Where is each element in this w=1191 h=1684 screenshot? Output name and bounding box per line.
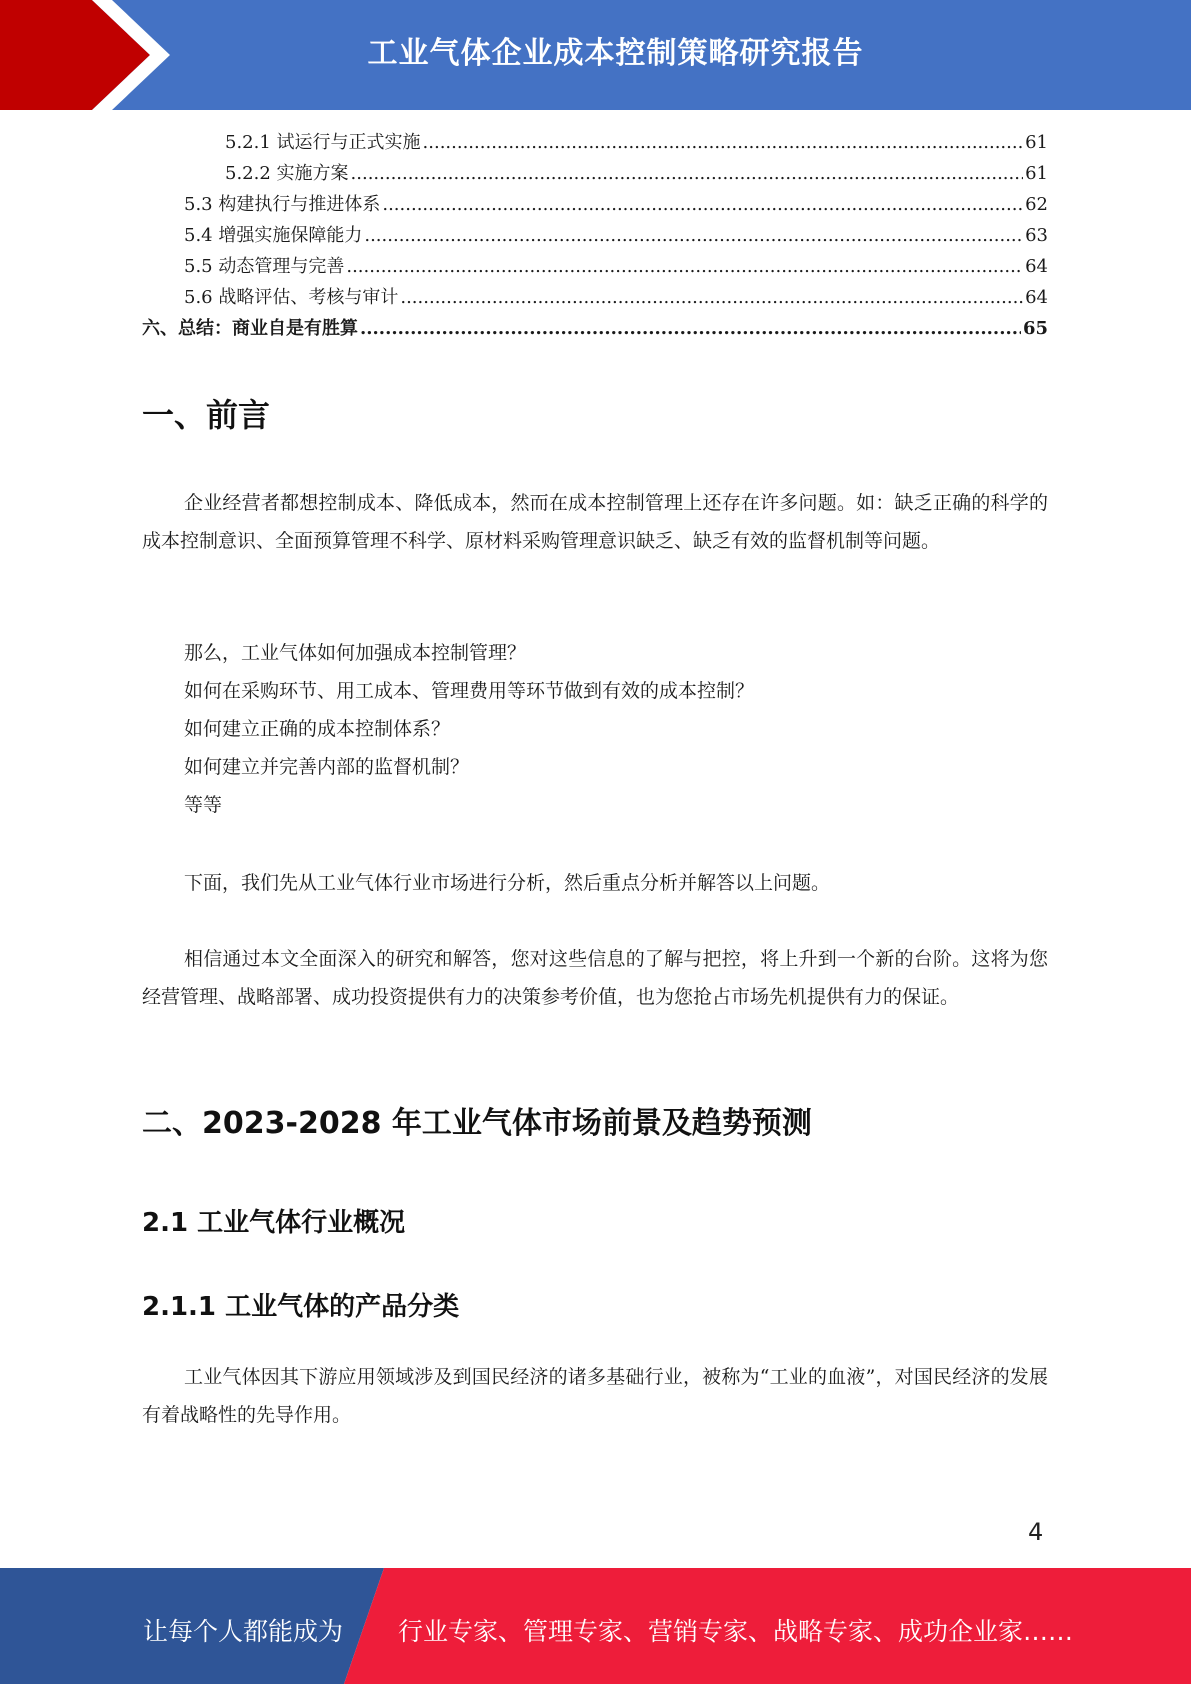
footer-slogan-right: 行业专家、管理专家、营销专家、战略专家、成功企业家…… [398, 1617, 1074, 1646]
toc-entry[interactable] [142, 159, 1048, 190]
toc-entry-label: 5.3 构建执行与推进体系 [184, 194, 381, 215]
toc-entry-page: 61 [1025, 163, 1048, 184]
toc-entry-page: 64 [1025, 256, 1048, 277]
question-line: 如何在采购环节、用工成本、管理费用等环节做到有效的成本控制？ [184, 680, 755, 702]
toc-leader-dots [423, 132, 1024, 153]
section-2-1-1-heading: 2.1.1 工业气体的产品分类 [142, 1292, 460, 1322]
toc-entry-label: 5.6 战略评估、考核与审计 [184, 287, 399, 308]
toc-entry-label: 六、总结：商业自是有胜算 [142, 318, 358, 339]
toc-leader-dots [382, 194, 1023, 215]
toc-entry[interactable] [142, 128, 1048, 159]
toc-entry-page: 61 [1025, 132, 1048, 153]
toc-entry[interactable] [142, 252, 1048, 283]
question-line: 那么，工业气体如何加强成本控制管理？ [184, 642, 527, 664]
section-2-heading: 二、2023-2028 年工业气体市场前景及趋势预测 [142, 1106, 812, 1141]
toc-entry[interactable] [142, 221, 1048, 252]
toc-entry[interactable] [142, 314, 1048, 345]
toc-entry-label: 5.4 增强实施保障能力 [184, 225, 363, 246]
toc-entry-label: 5.5 动态管理与完善 [184, 256, 345, 277]
report-title: 工业气体企业成本控制策略研究报告 [367, 36, 864, 71]
toc-entry-label: 5.2.1 试运行与正式实施 [225, 132, 421, 153]
page-header [0, 0, 1191, 110]
toc-entry-page: 65 [1022, 318, 1048, 339]
toc-entry-label: 5.2.2 实施方案 [225, 163, 349, 184]
page-number: 4 [1028, 1518, 1044, 1546]
toc-entry[interactable] [142, 283, 1048, 314]
toc-entry-page: 63 [1025, 225, 1048, 246]
toc-leader-dots [351, 163, 1024, 184]
section-2-1-1-paragraph: 工业气体因其下游应用领域涉及到国民经济的诸多基础行业，被称为“工业的血液”，对国民经济的发展有着战略性的先导作用。 [142, 1366, 1048, 1426]
preface-paragraph: 企业经营者都想控制成本、降低成本，然而在成本控制管理上还存在许多问题。如：缺乏正确的科学的成本控制意识、全面预算管理不科学、原材料采购管理意识缺乏、缺乏有效的监督机制等问题。 [142, 492, 1048, 552]
toc-entry[interactable] [142, 190, 1048, 221]
toc-leader-dots [346, 256, 1023, 277]
footer-slogan-left: 让每个人都能成为 [143, 1617, 344, 1646]
preface-heading: 一、前言 [142, 396, 271, 434]
toc-leader-dots [360, 318, 1021, 339]
section-2-1-heading: 2.1 工业气体行业概况 [142, 1208, 406, 1238]
question-line: 如何建立并完善内部的监督机制？ [184, 756, 470, 778]
table-of-contents [142, 128, 1048, 345]
question-line: 如何建立正确的成本控制体系？ [184, 718, 451, 740]
page-footer [0, 1568, 1191, 1684]
toc-entry-page: 62 [1025, 194, 1048, 215]
preface-paragraph: 相信通过本文全面深入的研究和解答，您对这些信息的了解与把控，将上升到一个新的台阶。这将为您经营管理、战略部署、成功投资提供有力的决策参考价值，也为您抢占市场先机提供有力的保证。 [142, 948, 1048, 1008]
toc-entry-page: 64 [1025, 287, 1048, 308]
preface-paragraph: 下面，我们先从工业气体行业市场进行分析，然后重点分析并解答以上问题。 [184, 872, 831, 894]
toc-leader-dots [364, 225, 1023, 246]
question-line: 等等 [184, 794, 223, 816]
toc-leader-dots [400, 287, 1023, 308]
